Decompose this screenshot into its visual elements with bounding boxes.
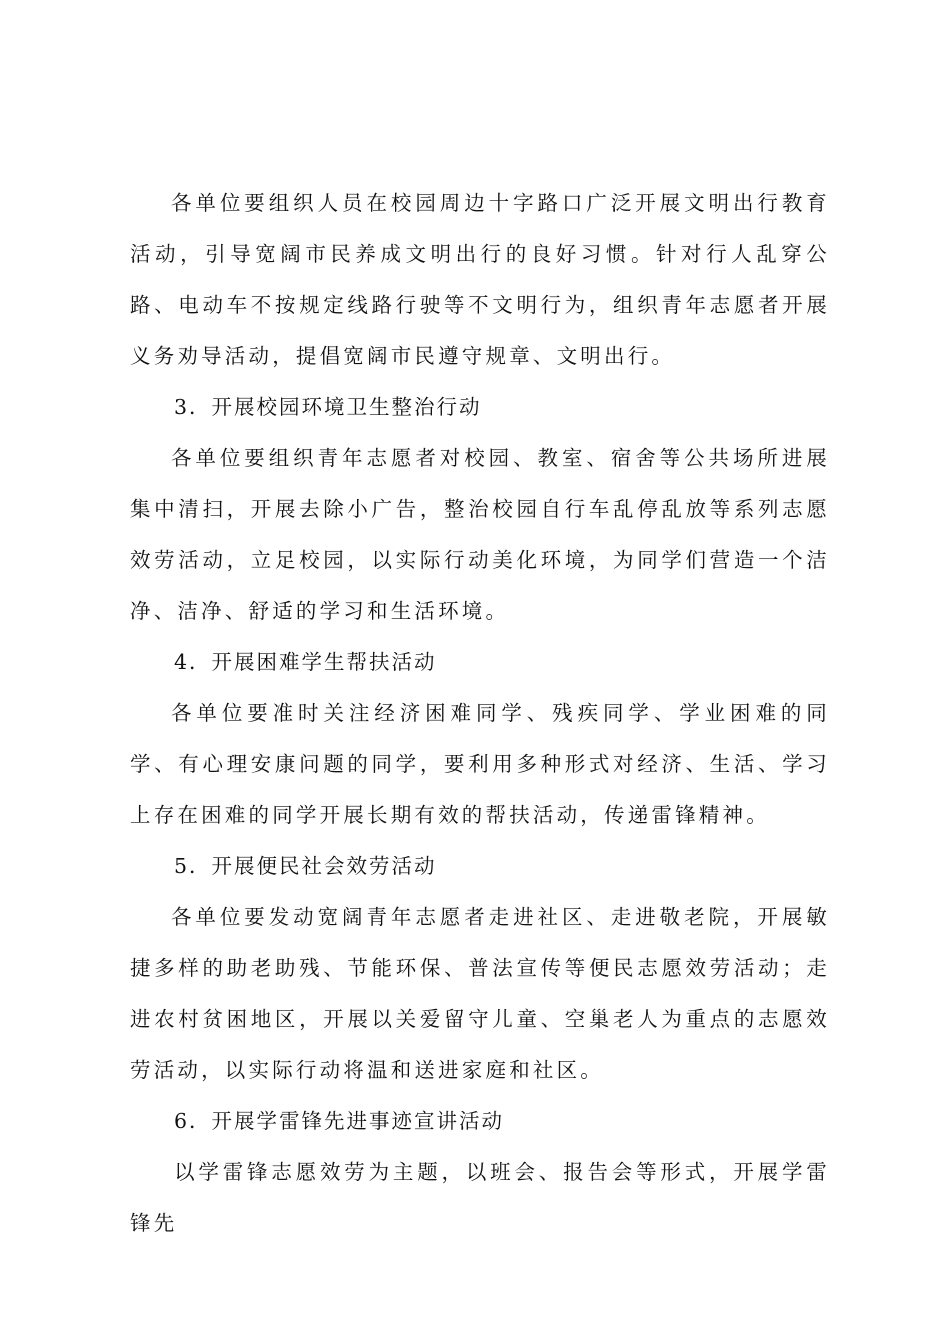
- document-body: [130, 178, 830, 1249]
- section-heading-4: 4．开展困难学生帮扶活动: [174, 650, 437, 674]
- paragraph-campus-environment: 各单位要组织青年志愿者对校园、教室、宿舍等公共场所进展集中清扫，开展去除小广告，整治校园自行车乱停乱放等系列志愿效劳活动，立足校园，以实际行动美化环境，为同学们营造一个洁净、洁净、舒适的学习和生活环境。: [130, 446, 830, 623]
- section-heading-6: 6．开展学雷锋先进事迹宣讲活动: [174, 1109, 505, 1133]
- paragraph-civilized-travel: 各单位要组织人员在校园周边十字路口广泛开展文明出行教育活动，引导宽阔市民养成文明出行的良好习惯。针对行人乱穿公路、电动车不按规定线路行驶等不文明行为，组织青年志愿者开展义务劝导活动，提倡宽阔市民遵守规章、文明出行。: [130, 191, 830, 368]
- section-heading-5: 5．开展便民社会效劳活动: [174, 854, 437, 878]
- paragraph-community-service: 各单位要发动宽阔青年志愿者走进社区、走进敬老院，开展敏捷多样的助老助残、节能环保、普法宣传等便民志愿效劳活动；走进农村贫困地区，开展以关爱留守儿童、空巢老人为重点的志愿效劳活动，以实际行动将温和送进家庭和社区。: [130, 905, 830, 1082]
- section-heading-3: 3．开展校园环境卫生整治行动: [174, 395, 482, 419]
- paragraph-lei-feng-theme: 以学雷锋志愿效劳为主题，以班会、报告会等形式，开展学雷锋先: [130, 1160, 830, 1235]
- paragraph-student-assistance: 各单位要准时关注经济困难同学、残疾同学、学业困难的同学、有心理安康问题的同学，要利用多种形式对经济、生活、学习上存在困难的同学开展长期有效的帮扶活动，传递雷锋精神。: [130, 701, 830, 827]
